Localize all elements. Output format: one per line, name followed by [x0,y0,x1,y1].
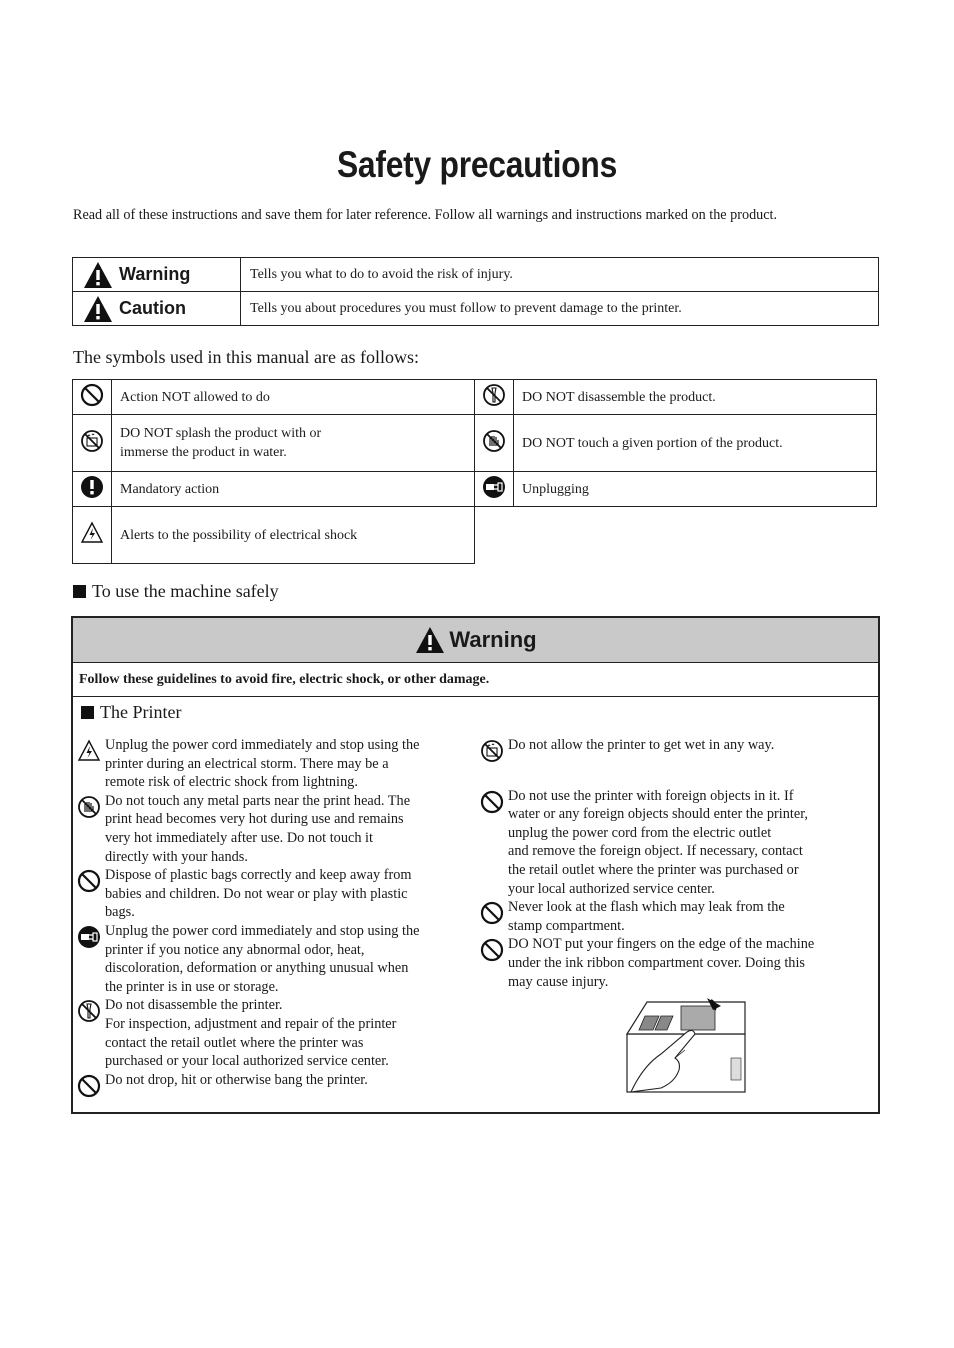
definition-text: Tells you what to do to avoid the risk of injury. [241,258,879,292]
no-water-icon [480,739,504,763]
definition-row-caution [73,292,879,326]
warning-triangle-icon [83,295,113,323]
no-touch-icon [482,429,506,453]
item-line: contact the retail outlet where the printer was [105,1034,364,1051]
no-water-icon [80,429,104,453]
item-line: Unplug the power cord immediately and stop using the [105,737,420,753]
item-line: babies and children. Do not wear or play with plastic [105,885,408,902]
symbol-text: DO NOT disassemble the product. [514,380,877,415]
item-line: the printer is in use or storage. [105,978,279,995]
no-disassemble-icon [77,999,101,1023]
guideline-text: Follow these guidelines to avoid fire, electric shock, or other damage. [73,663,878,697]
item-line: unplug the power cord from the electric outlet [508,824,772,841]
item-line: purchased or your local authorized service center. [105,1053,389,1070]
list-item [77,996,477,1070]
symbol-row [73,380,877,415]
section-heading-text: To use the machine safely [92,581,279,601]
item-line: stamp compartment. [508,917,625,934]
item-line: Do not drop, hit or otherwise bang the printer. [105,1071,368,1088]
item-line: Do not touch any metal parts near the print head. The [105,792,411,809]
warning-triangle-icon [414,626,446,654]
page-title: Safety precautions [336,144,618,185]
section-heading [73,581,279,602]
prohibited-icon [77,1074,101,1098]
item-line: discoloration, deformation or anything unusual when [105,960,409,977]
printer-finger-illustration [625,996,747,1094]
warning-box-title: Warning [449,627,537,652]
unplug-icon [77,925,101,949]
item-line: under the ink ribbon compartment cover. Doing this [508,954,805,971]
square-bullet-icon [73,585,86,598]
list-item [77,922,477,996]
item-line: may cause injury. [508,973,609,990]
symbol-text: Unplugging [514,472,877,507]
item-line: Unplug the power cord immediately and stop using the [105,922,420,939]
symbol-text: DO NOT touch a given portion of the product. [514,415,877,472]
electric-shock-icon [80,521,104,545]
list-item [480,898,870,935]
prohibited-icon [480,790,504,814]
mandatory-icon [80,475,104,499]
item-line: For inspection, adjustment and repair of the printer [105,1015,397,1032]
prohibited-icon [480,938,504,962]
no-disassemble-icon [482,383,506,407]
item-line: print head becomes very hot during use and remains [105,811,404,828]
prohibited-icon [77,869,101,893]
item-line: printer during an electrical storm. There may be a [105,755,389,772]
item-line: Do not disassemble the printer. [105,997,283,1014]
item-line: very hot immediately after use. Do not touch it [105,829,373,846]
left-column [77,736,477,1103]
list-item [480,736,870,769]
electric-shock-icon [77,739,101,763]
list-item [480,935,870,991]
list-item [77,736,477,792]
definition-text: Tells you about procedures you must follow to prevent damage to the printer. [241,292,879,326]
symbol-text-line: DO NOT splash the product with or [120,426,322,441]
square-bullet-icon [81,706,94,719]
symbol-text: Alerts to the possibility of electrical shock [112,507,475,564]
item-line: Do not allow the printer to get wet in any way. [508,737,775,753]
symbol-text: Mandatory action [112,472,475,507]
intro-text: Read all of these instructions and save them for later reference. Follow all warnings and instructions marked on the product. [73,207,778,223]
symbols-heading: The symbols used in this manual are as follows: [73,347,419,367]
item-line: remote risk of electric shock from lightning. [105,774,358,791]
definition-label: Warning [119,264,191,284]
prohibited-icon [80,383,104,407]
warning-triangle-icon [83,261,113,289]
item-line: Do not use the printer with foreign objects in it. If [508,787,794,804]
symbols-table [72,379,877,564]
list-item [77,1071,477,1104]
unplug-icon [482,475,506,499]
item-line: water or any foreign objects should enter the printer, [508,806,808,823]
subsection-heading-text: The Printer [100,702,182,722]
definition-label: Caution [119,298,186,318]
symbol-text-line: immerse the product in water. [120,445,287,460]
list-item [77,792,477,866]
item-line: the retail outlet where the printer was purchased or [508,861,799,878]
definition-table [72,257,879,326]
item-line: your local authorized service center. [508,880,715,897]
prohibited-icon [480,901,504,925]
item-line: and remove the foreign object. If necessary, contact [508,843,803,860]
no-touch-icon [77,795,101,819]
subsection-heading [81,702,181,723]
list-item [77,866,477,922]
item-line: DO NOT put your fingers on the edge of the machine [508,936,815,953]
list-item [480,787,870,899]
symbol-row [73,472,877,507]
item-line: printer if you notice any abnormal odor, heat, [105,941,365,958]
item-line: directly with your hands. [105,848,248,865]
warning-box [71,616,880,1114]
item-line: bags. [105,904,135,921]
item-line: Dispose of plastic bags correctly and keep away from [105,867,412,884]
symbol-text: Action NOT allowed to do [112,380,475,415]
symbol-row [73,507,877,564]
definition-row-warning [73,258,879,292]
right-column [480,736,870,991]
warning-box-header [73,618,878,663]
item-line: Never look at the flash which may leak from the [508,899,785,916]
symbol-row [73,415,877,472]
